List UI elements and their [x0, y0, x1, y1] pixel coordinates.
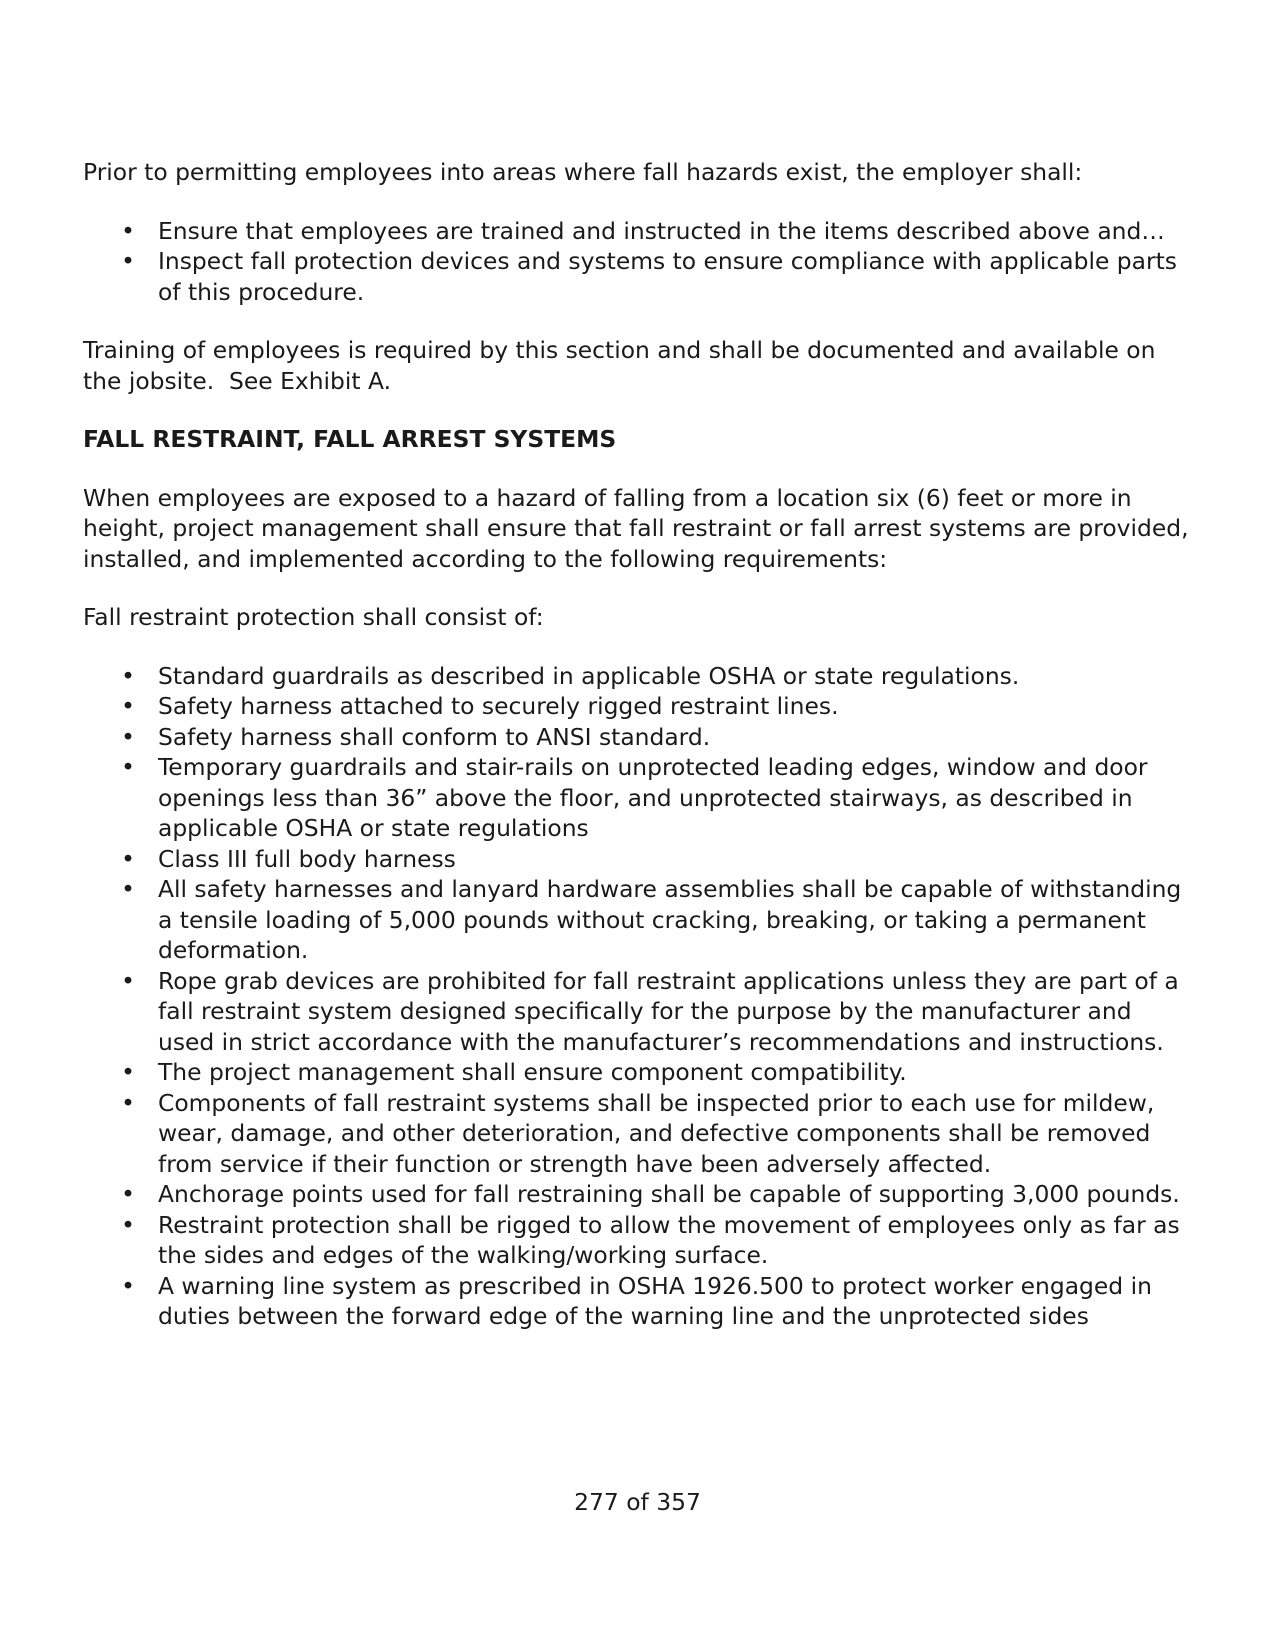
- list-item-text: The project management shall ensure component compatibility.: [158, 1058, 907, 1086]
- bullet-icon: •: [121, 1058, 135, 1086]
- training-paragraph: Training of employees is required by this section and shall be documented and available on the jobsite. See Exhibit A.: [83, 336, 1163, 395]
- bullet-icon: •: [121, 753, 135, 781]
- bullet-icon: •: [121, 722, 135, 751]
- list-item-text: Class III full body harness: [158, 844, 456, 873]
- bullet-icon: •: [121, 1271, 135, 1300]
- bullet-icon: •: [121, 844, 135, 873]
- list-item: [83, 246, 1193, 307]
- bullet-icon: •: [121, 1088, 135, 1117]
- list-item: [83, 216, 1193, 247]
- list-item-text: Rope grab devices are prohibited for fall restraint applications unless they are part of a fall restraint system designed specifically for the purpose by the manufacturer and used in strict accordance with the manufacturer’s recommendations and instructions.: [158, 966, 1179, 1056]
- list-item-text: Standard guardrails as described in applicable OSHA or state regulations.: [158, 661, 1020, 690]
- intro-paragraph: Prior to permitting employees into areas where fall hazards exist, the employer shall:: [83, 158, 1083, 186]
- list-item: [83, 1179, 1193, 1210]
- list-item: [83, 691, 1193, 722]
- list-item: [83, 1057, 1193, 1088]
- list-item: [83, 966, 1193, 1058]
- list-item: [83, 874, 1193, 966]
- bullet-icon: •: [121, 1180, 135, 1208]
- list-item: [83, 722, 1193, 753]
- section-heading: FALL RESTRAINT, FALL ARREST SYSTEMS: [83, 425, 617, 453]
- list-item-text: All safety harnesses and lanyard hardware assemblies shall be capable of withstanding a tensile loading of 5,000 pounds without cracking, breaking, or taking a permanent deformation.: [158, 875, 1182, 964]
- list-item: [83, 661, 1193, 692]
- list-item-text: Anchorage points used for fall restraining shall be capable of supporting 3,000 pounds.: [158, 1180, 1180, 1208]
- bullet-icon: •: [121, 1210, 135, 1239]
- intro-bullet-list: [83, 216, 1193, 308]
- section-intro-paragraph: When employees are exposed to a hazard of falling from a location six (6) feet or more in height, project management shall ensure that fall restraint or fall arrest systems are provided, installed, and implemented according to the following requirements:: [83, 483, 1196, 573]
- list-item-text: Inspect fall protection devices and systems to ensure compliance with applicable parts of this procedure.: [158, 247, 1177, 306]
- bullet-icon: •: [121, 692, 135, 720]
- bullet-icon: •: [121, 966, 135, 995]
- bullet-icon: •: [121, 661, 135, 690]
- list-item-text: Safety harness shall conform to ANSI standard.: [158, 722, 711, 751]
- bullet-icon: •: [121, 247, 135, 275]
- list-item-text: Ensure that employees are trained and instructed in the items described above and…: [158, 216, 1165, 245]
- list-item: [83, 1271, 1193, 1332]
- list-item-text: Temporary guardrails and stair-rails on unprotected leading edges, window and door openings less than 36” above the floor, and unprotected stairways, as described in applicable OSHA or state regulations: [158, 753, 1148, 842]
- list-item: [83, 844, 1193, 875]
- list-item: [83, 1210, 1193, 1271]
- bullet-icon: •: [121, 875, 135, 903]
- document-page: [83, 157, 1196, 1360]
- list-item-text: Restraint protection shall be rigged to allow the movement of employees only as far as the sides and edges of the walking/working surface.: [158, 1210, 1180, 1269]
- restraint-intro-paragraph: Fall restraint protection shall consist of:: [83, 603, 544, 631]
- list-item: [83, 752, 1193, 844]
- list-item-text: Components of fall restraint systems shall be inspected prior to each use for mildew, wear, damage, and other deterioration, and defective components shall be removed from service if their function or strength have been adversely affected.: [158, 1088, 1155, 1178]
- list-item: [83, 1088, 1193, 1180]
- list-item-text: A warning line system as prescribed in OSHA 1926.500 to protect worker engaged in duties between the forward edge of the warning line and the unprotected sides: [158, 1271, 1152, 1330]
- list-item-text: Safety harness attached to securely rigged restraint lines.: [158, 692, 839, 720]
- restraint-bullet-list: [83, 661, 1193, 1332]
- page-number: 277 of 357: [574, 1488, 701, 1516]
- bullet-icon: •: [121, 216, 135, 245]
